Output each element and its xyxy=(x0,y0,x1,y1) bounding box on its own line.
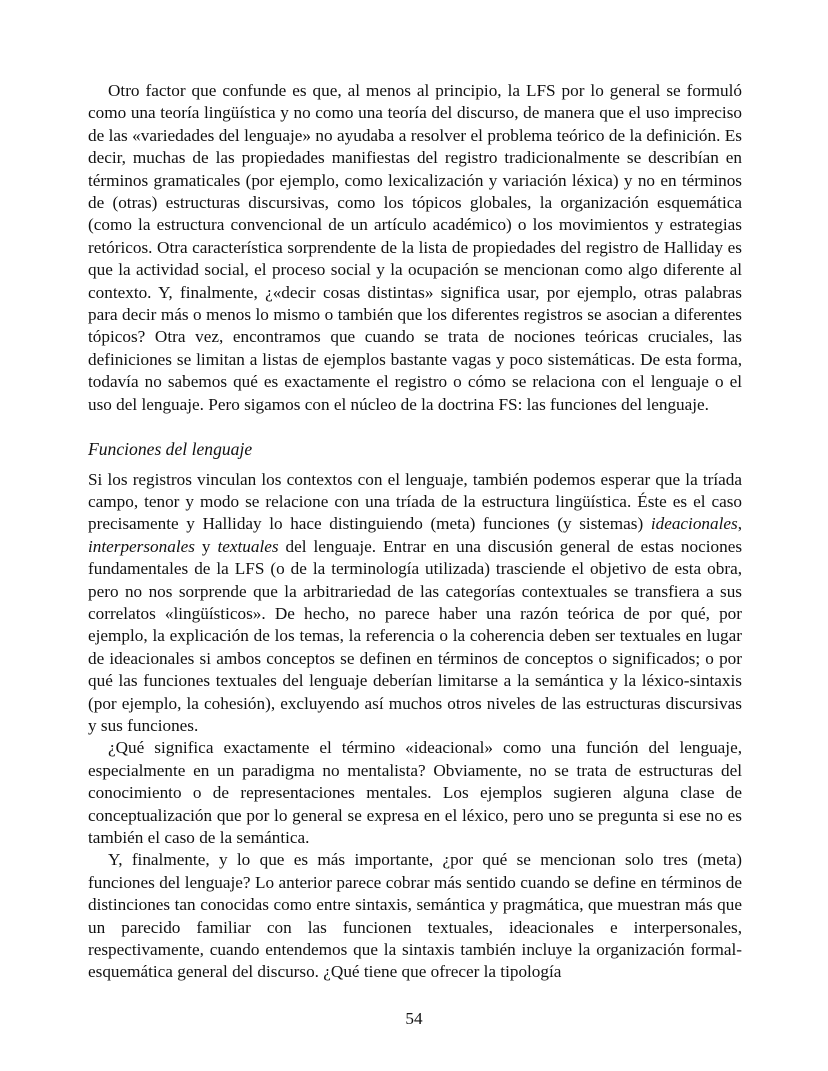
paragraph-ideacional: ¿Qué significa exactamente el término «ideacional» como una función del lenguaje, especialmente en un paradigma no mentalista? Obviamente, no se trata de estructuras del conocimiento o de representaciones mentales. Los ejemplos sugieren alguna clase de conceptualización que por lo general se expresa en el léxico, pero uno se pregunta si ese no es también el caso de la semántica. xyxy=(88,738,742,847)
section-heading-funciones-del-lenguaje: Funciones del lenguaje xyxy=(88,439,253,460)
paragraph-metafunciones-part-1: Si los registros vinculan los contextos con el lenguaje, también podemos esperar que la tríada campo, tenor y modo se relacione con una tríada de la estructura lingüística. Éste es el caso precisamente y Halliday lo hace distinguiendo (meta) funciones (y sistemas) xyxy=(88,469,742,534)
heading-spacer-below xyxy=(88,461,742,469)
emphasis-ideacionales: ideacionales xyxy=(650,514,738,534)
paragraph-registro-lfs: Otro factor que confunde es que, al menos al principio, la LFS por lo general se formuló como una teoría lingüística y no como una teoría del discurso, de manera que el uso impreciso de las «variedades del lenguaje» no ayudaba a resolver el problema teórico de la definición. Es decir, muchas de las propiedades manifiestas del registro tradicionalmente se describían en términos gramaticales (por ejemplo, como lexicalización y variación léxica) y no en términos de (otras) estructuras discursivas, como los tópicos globales, la organización esquemática (como la estructura convencional de un artículo académico) o los movimientos y estrategias retóricos. Otra característica sorprendente de la lista de propiedades del registro de Halliday es que la actividad social, el proceso social y la ocupación se mencionan como algo diferente al contexto. Y, finalmente, ¿«decir cosas distintas» significa usar, por ejemplo, otras palabras para decir más o menos lo mismo o también que los diferentes registros se asocian a diferentes tópicos? Otra vez, encontramos que cuando se trata de nociones teóricas cruciales, las definiciones se limitan a listas de ejemplos bastante vagas y poco sistemáticas. De esta forma, todavía no sabemos qué es exactamente el registro o cómo se relaciona con el lenguaje o el uso del lenguaje. Pero sigamos con el núcleo de la doctrina FS: las funciones del lenguaje. xyxy=(88,81,742,414)
paragraph-metafunciones-part-3: y xyxy=(194,536,218,556)
paragraph-tres-metafunciones: Y, finalmente, y lo que es más importante, ¿por qué se mencionan solo tres (meta) funciones del lenguaje? Lo anterior parece cobrar más sentido cuando se define en términos de distinciones tan conocidas como entre sintaxis, semántica y pragmática, que muestran más que un parecido familiar con las funcionen textuales, ideacionales e interpersonales, respectivamente, cuando entendemos que la sintaxis también incluye la organización formal-esquemática general del discurso. ¿Qué tiene que ofrecer la tipología xyxy=(88,850,742,982)
emphasis-interpersonales: interpersonales xyxy=(88,536,195,556)
paragraph-metafunciones xyxy=(88,469,742,738)
paragraph-metafunciones-part-4: del lenguaje. Entrar en una discusión general de estas nociones fundamentales de la LFS (o de la terminología utilizada) trasciende el objetivo de esta obra, pero no nos sorprende que la arbitrariedad de las categorías contextuales se transfiera a sus correlatos «lingüísticos». De hecho, no parece haber una razón teórica de por qué, por ejemplo, la explicación de los temas, la referencia o la coherencia deben ser textuales en lugar de ideacionales si ambos conceptos se definen en términos de conceptos o significados; o por qué las funciones textuales del lenguaje deberían limitarse a la semántica y la léxico-sintaxis (por ejemplo, la cohesión), excluyendo así muchos otros niveles de las estructuras discursivas y sus funciones. xyxy=(88,536,743,735)
emphasis-textuales: textuales xyxy=(217,536,279,556)
page-text-block xyxy=(88,80,742,984)
page-number: 54 xyxy=(405,1009,423,1028)
heading-spacer-above xyxy=(88,416,742,438)
paragraph-metafunciones-part-2: , xyxy=(737,514,742,534)
